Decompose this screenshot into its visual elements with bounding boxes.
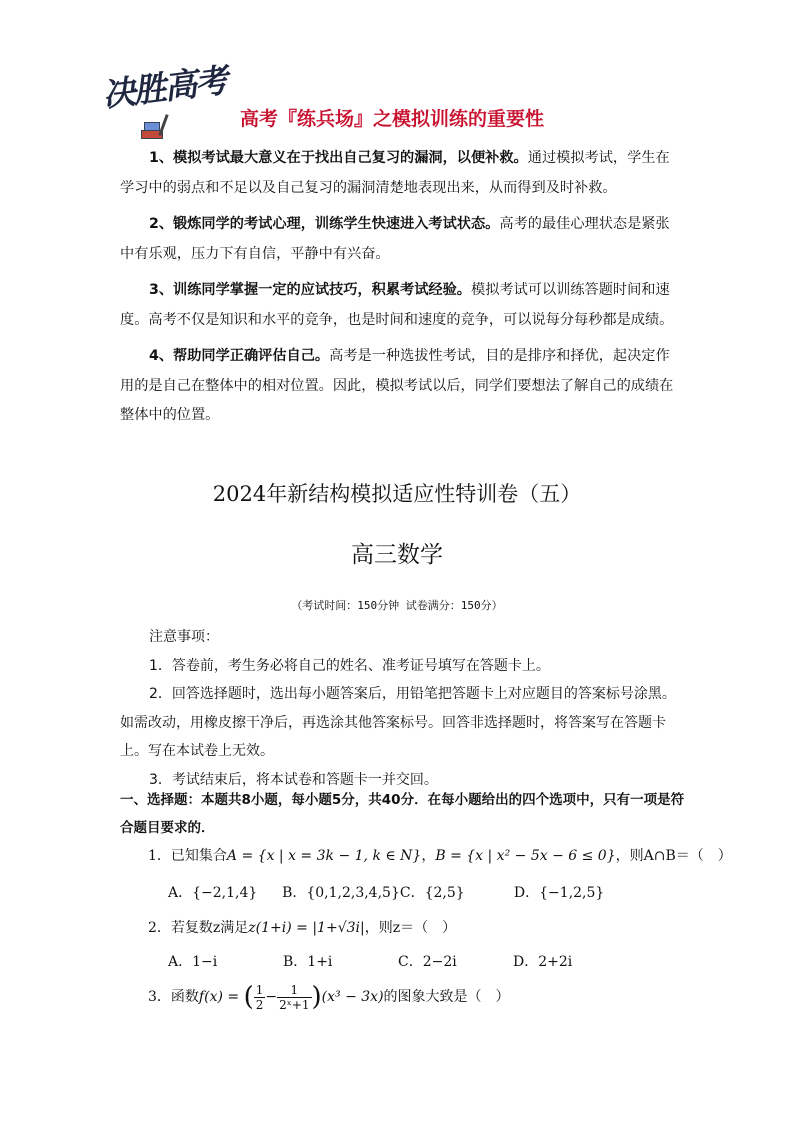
intro-paragraph-1: 1、模拟考试最大意义在于找出自己复习的漏洞，以便补救。通过模拟考试，学生在学习中的弱点和不足以及自己复习的漏洞清楚地表现出来，从而得到及时补救。 bbox=[120, 150, 670, 196]
exam-title: 2024年新结构模拟适应性特训卷（五） bbox=[212, 482, 582, 506]
logo bbox=[100, 62, 230, 142]
fraction-one-half: $\frac{1}{2}$ bbox=[255, 982, 264, 1012]
option-a: A．1−i bbox=[168, 954, 218, 970]
exam-notes bbox=[120, 623, 685, 794]
set-a: A = {x | x = 3k − 1, k ∈ N} bbox=[226, 848, 422, 864]
option-b: B．{0,1,2,3,4,5} bbox=[282, 885, 400, 901]
motivation-title: 高考『练兵场』之模拟训练的重要性 bbox=[240, 108, 545, 130]
note-item-1: 1．答卷前，考生务必将自己的姓名、准考证号填写在答题卡上。 bbox=[149, 657, 550, 674]
set-b: B = {x | x² − 5x − 6 ≤ 0} bbox=[435, 848, 616, 864]
intro-paragraph-4: 4、帮助同学正确评估自己。高考是一种选拔性考试，目的是排序和择优，起决定作用的是自己在整体中的相对位置。因此，模拟考试以后，同学们要想法了解自己的成绩在整体中的位置。 bbox=[120, 348, 674, 423]
exam-subject: 高三数学 bbox=[351, 542, 443, 568]
question-2: 2．若复数z满足z(1+i) = |1+√3i|，则z＝（ ） bbox=[148, 920, 457, 936]
motivation-paragraphs bbox=[120, 144, 680, 438]
intro-paragraph-3: 3、训练同学掌握一定的应试技巧，积累考试经验。模拟考试可以训练答题时间和速度。高考不仅是知识和水平的竞争，也是时间和速度的竞争，可以说每分每秒都是成绩。 bbox=[120, 282, 674, 328]
question-1-options bbox=[168, 882, 628, 902]
books-pen-illustration bbox=[140, 108, 180, 138]
option-a: A．{−2,1,4} bbox=[168, 885, 258, 901]
intro-paragraph-2: 2、锻炼同学的考试心理，训练学生快速进入考试状态。高考的最佳心理状态是紧张中有乐观，压力下有自信，平静中有兴奋。 bbox=[120, 216, 670, 262]
section-heading: 一、选择题：本题共8小题，每小题5分，共40分．在每小题给出的四个选项中，只有一项是符合题目要求的． bbox=[120, 792, 685, 836]
option-d: D．{−1,2,5} bbox=[513, 885, 605, 901]
question-3: 3．函数f(x) = ( $\frac{1}{2}$ − $\frac{1}{\text{2ˣ+1}}$ )(x³ − 3x)的图象大致是（ ） bbox=[148, 982, 510, 1012]
option-c: C．{2,5} bbox=[399, 885, 465, 901]
question-1: 1．已知集合A = {x | x = 3k − 1, k ∈ N}，B = {x | x² − 5x − 6 ≤ 0}，则A∩B＝（ ） bbox=[148, 848, 732, 864]
option-b: B．1+i bbox=[283, 954, 333, 970]
note-item-2: 2．回答选择题时，选出每小题答案后，用铅笔把答题卡上对应题目的答案标号涂黑。如需改动，用橡皮擦干净后，再选涂其他答案标号。回答非选择题时，将答案写在答题卡上。写在本试卷上无效。 bbox=[120, 686, 676, 759]
option-c: C．2−2i bbox=[398, 954, 457, 970]
option-d: D．2+2i bbox=[513, 954, 573, 970]
logo-text: 决胜高考 bbox=[100, 60, 229, 115]
complex-equation: z(1+i) = |1+√3i| bbox=[248, 920, 365, 936]
notes-heading: 注意事项： bbox=[149, 629, 219, 645]
fraction-exponential: $\frac{1}{\text{2ˣ+1}}$ bbox=[279, 982, 310, 1012]
question-2-options bbox=[168, 951, 628, 971]
exam-timing: （考试时间：150分钟 试卷满分：150分） bbox=[291, 599, 503, 612]
note-item-3: 3．考试结束后，将本试卷和答题卡一并交回。 bbox=[149, 771, 438, 788]
